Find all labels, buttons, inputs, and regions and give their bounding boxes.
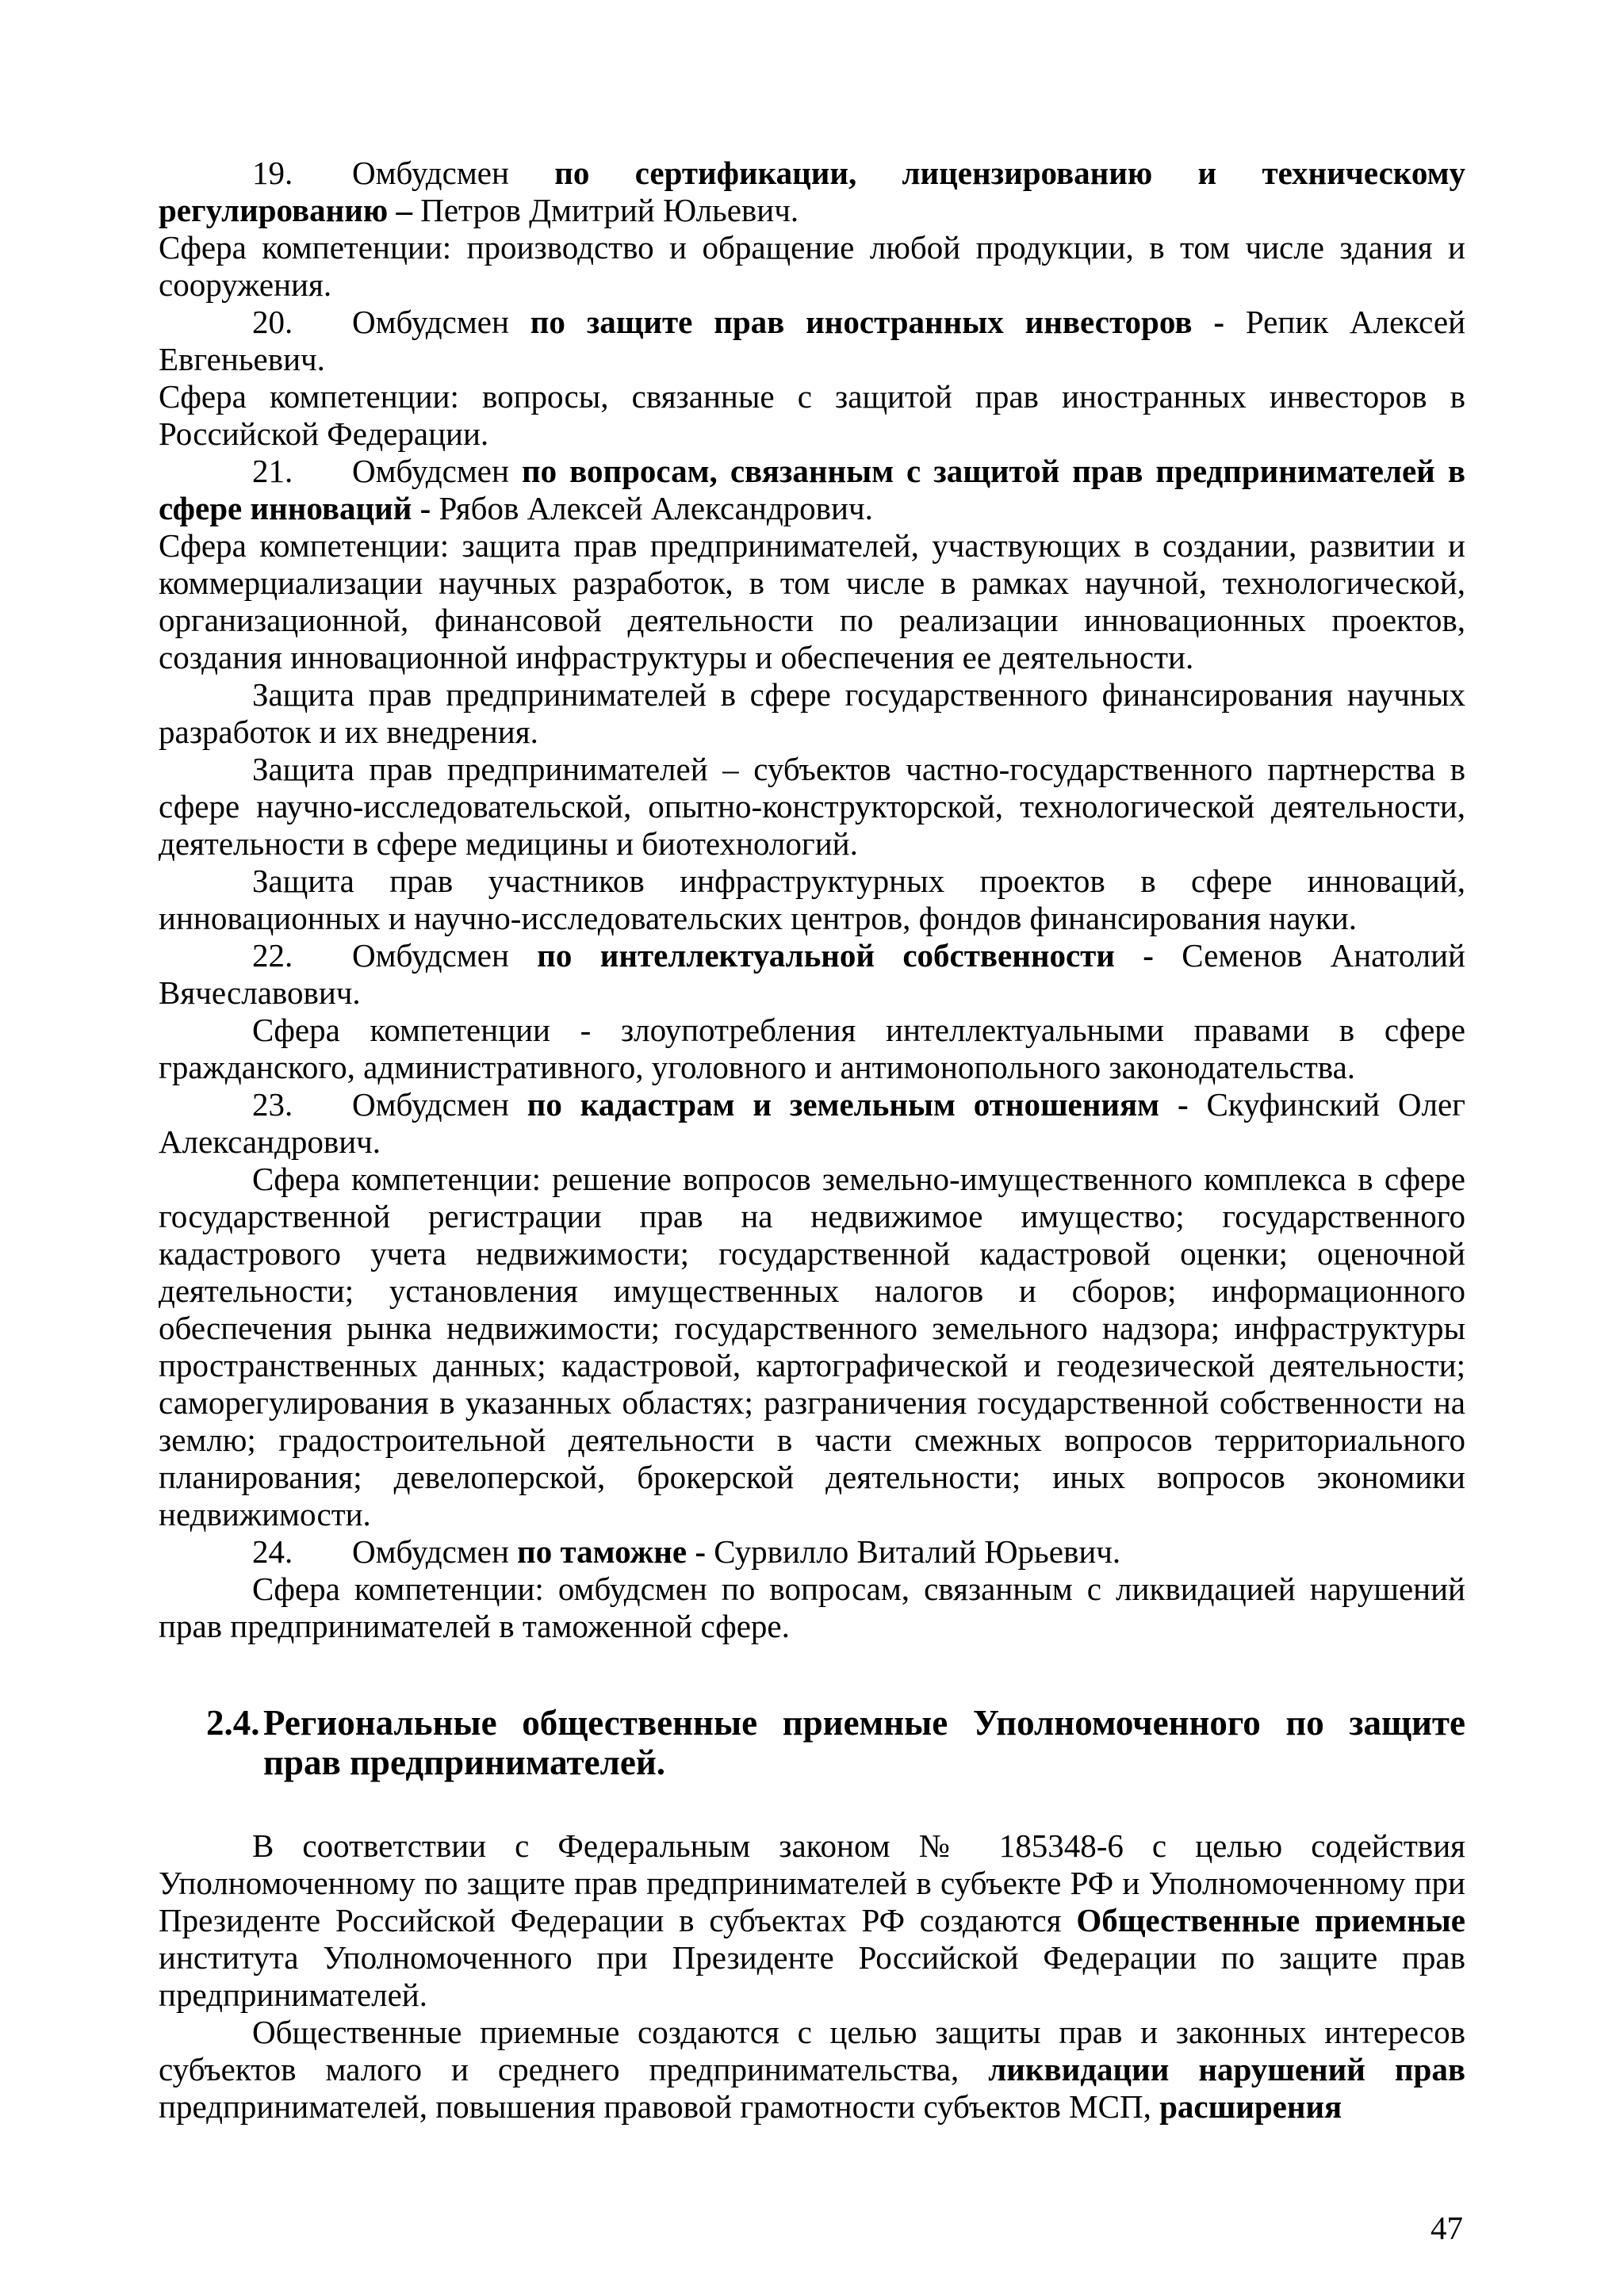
section-heading-text: Региональные общественные приемные Уполномоченного по защите прав предпринимателей. [263,1703,1465,1782]
text-run: Общественные приемные создаются с целью защиты прав и законных интересов субъектов малого и среднего предпринимательства, [159,2014,1465,2087]
text-run: Сфера компетенции: защита прав предпринимателей, участвующих в создании, развитии и коммерциализации научных разработок, в том числе в рамках научной, технологической, организационной, финансовой деятельности по реализации инновационных проектов, создания инновационной инфраструктуры и обеспечения ее деятельности. [159,527,1465,675]
bold-text: по кадастрам и земельным отношениям - [527,1086,1189,1123]
paragraph [159,1827,1465,2014]
text-run: Сфера компетенции: решение вопросов земельно-имущественного комплекса в сфере государственной регистрации прав на недвижимое имущество; государственного кадастрового учета недвижимости; государственной кадастровой оценки; оценочной деятельности; установления имущественных налогов и сборов; информационного обеспечения рынка недвижимости; государственного земельного надзора; инфраструктуры пространственных данных; кадастровой, картографической и геодезической деятельности; саморегулирования в указанных областях; разграничения государственной собственности на землю; градостроительной деятельности в части смежных вопросов территориального планирования; девелоперской, брокерской деятельности; иных вопросов экономики недвижимости. [159,1161,1465,1533]
bold-text: по защите прав иностранных инвесторов - [530,304,1224,340]
paragraph [159,2014,1465,2126]
item-number: 24. [252,1533,293,1570]
text-run: В соответствии с Федеральным законом № 185348-6 с целью содействия Уполномоченному по защите прав предпринимателей в субъекте РФ и Уполномоченному при Президенте Российской Федерации в субъектах РФ создаются [159,1827,1465,1938]
section-heading-number: 2.4. [206,1703,260,1743]
item-number: 22. [252,937,293,974]
bold-text: по вопросам, связанным с защитой прав предпринимателей в сфере инноваций - [159,453,1465,526]
numbered-paragraph [159,304,1465,378]
paragraph [159,676,1465,751]
numbered-paragraph [159,1533,1465,1571]
section-body [159,1827,1465,2126]
text-run: Сфера компетенции: вопросы, связанные с защитой прав иностранных инвесторов в Российской Федерации. [159,378,1465,452]
section-heading [206,1703,1465,1782]
paragraph [159,527,1465,676]
ombudsmen-list [159,155,1465,1645]
text-run: Петров Дмитрий Юльевич. [412,192,799,228]
text-run: Омбудсмен [352,304,530,340]
text-run: Сфера компетенции: омбудсмен по вопросам, связанным с ликвидацией нарушений прав предпринимателей в таможенной сфере. [159,1571,1465,1644]
text-run: Защита прав предпринимателей – субъектов частно-государственного партнерства в сфере научно-исследовательской, опытно-конструкторской, технологической деятельности, деятельности в сфере медицины и биотехнологий. [159,751,1465,862]
text-run: Защита прав участников инфраструктурных проектов в сфере инноваций, инновационных и научно-исследовательских центров, фондов финансирования науки. [159,863,1465,936]
bold-text: по интеллектуальной собственности - [537,937,1154,974]
numbered-paragraph [159,453,1465,527]
text-run: Репик Алексей Евгеньевич. [159,304,1466,377]
text-run: Сфера компетенции - злоупотребления интеллектуальными правами в сфере гражданского, административного, уголовного и антимонопольного законодательства. [159,1012,1465,1085]
numbered-paragraph [159,937,1465,1012]
text-run: Омбудсмен [352,155,555,191]
bold-text: Общественные приемные [1076,1902,1465,1938]
text-run: предпринимателей, повышения правовой грамотности субъектов МСП, [159,2088,1160,2125]
text-run: института Уполномоченного при Президенте Российской Федерации по защите прав предпринимателей. [159,1939,1465,2013]
text-run: Семенов Анатолий Вячеславович. [159,937,1465,1011]
paragraph [159,863,1465,937]
text-run: Омбудсмен [352,453,522,489]
item-number: 23. [252,1086,293,1123]
paragraph [159,1161,1465,1533]
paragraph [159,751,1465,863]
bold-text: по сертификации, лицензированию и техническому регулированию – [159,155,1465,228]
item-number: 19. [252,155,293,191]
bold-text: ликвидации нарушений прав [988,2051,1465,2087]
bold-text: расширения [1159,2088,1342,2125]
text-run: Сурвилло Виталий Юрьевич. [706,1533,1121,1570]
paragraph [159,229,1465,304]
text-run: Омбудсмен [352,1533,518,1570]
bold-text: по таможне - [517,1533,707,1570]
item-number: 20. [252,304,293,340]
numbered-paragraph [159,155,1465,229]
text-run: Сфера компетенции: производство и обращение любой продукции, в том числе здания и сооружения. [159,229,1465,303]
paragraph [159,1571,1465,1645]
item-number: 21. [252,453,293,489]
text-run: Омбудсмен [352,1086,527,1123]
paragraph [159,378,1465,453]
text-run: Омбудсмен [352,937,538,974]
text-run: Рябов Алексей Александрович. [431,490,873,526]
paragraph [159,1012,1465,1086]
numbered-paragraph [159,1086,1465,1161]
text-run: Защита прав предпринимателей в сфере государственного финансирования научных разработок и их внедрения. [159,676,1465,750]
text-run: Скуфинский Олег Александрович. [159,1086,1465,1160]
page-number: 47 [1431,2210,1463,2246]
